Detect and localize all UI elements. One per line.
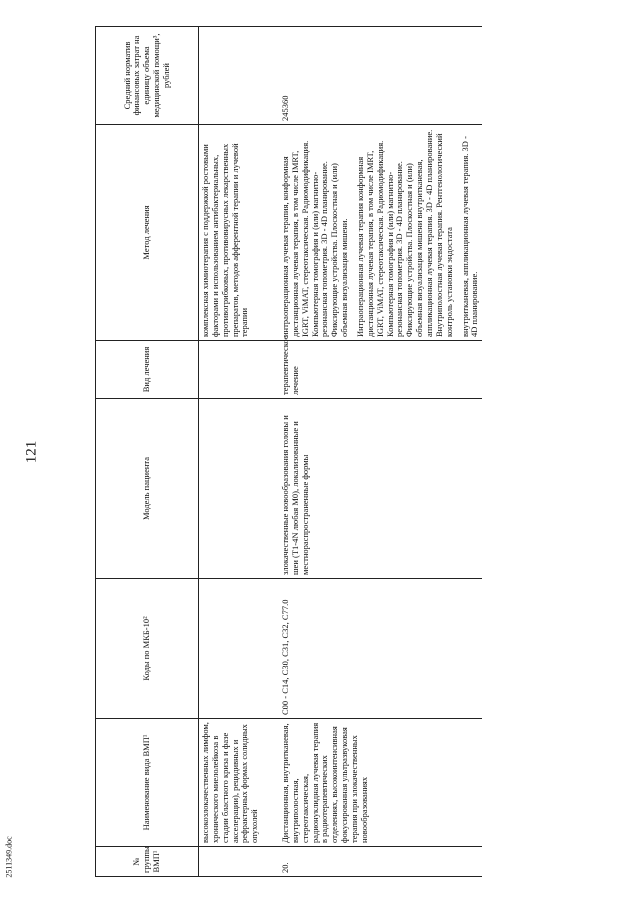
method-paragraph-2: Интраоперационная лучевая терапия конформная дистанционная лучевая терапия, в том числе IMRT, IGRT, ViMAT, стереотаксическая. Радиомодификация. Компьютерная томография и (или) магнитно-резонансная топометрия. 3D - 4D планирование. Фиксирующие устройства. Плоскостная и (или) объемная визуализация мишени внутритканевая, аппликационная лучевая терапия. 3D - 4D планирование. Внутриполостная лучевая терапия. Рентгенологический контроль установки эндостата <box>355 129 454 337</box>
cell-vmp-name: Дистанционная, внутритканевая, внутриполостная, стереотаксическая, радионуклидная лучевая терапия в радиотерапевтических отделениях, высокоинтенсивная фокусированная ультразвуковая терапия при злокачественных новообразованиях <box>277 719 482 847</box>
header-patient-model: Модель пациента <box>96 399 199 579</box>
document-code: 2511349.doc <box>4 836 14 878</box>
cell-vmp-name: высокозлокачественных лимфом, хронического миелолейкоза в стадии бластного криза и фазе акселерации), рецидивных и рефрактерных формах солидных опухолей <box>199 719 278 847</box>
cell-treatment <box>199 341 278 399</box>
cell-method <box>277 125 482 341</box>
table-row <box>199 27 278 877</box>
page-number: 121 <box>23 440 40 464</box>
method-paragraph-3: внутритканевая, аппликационная лучевая терапия. 3D - 4D планирование. <box>459 136 480 337</box>
header-group-number: № группы ВМП¹ <box>96 847 199 877</box>
cell-treatment: терапевтическое лечение <box>277 341 482 399</box>
cell-codes: С00 - С14, С30, С31, С32, С77.0 <box>277 579 482 719</box>
cell-cost <box>199 27 278 125</box>
table-header-row <box>96 27 199 877</box>
cell-codes <box>199 579 278 719</box>
cell-number <box>199 847 278 877</box>
method-paragraph-1: интраоперационная лучевая терапия, конформная дистанционная лучевая терапия, в том числе IMRT, IGRT, ViMAT, стереотаксическая. Радиомодификация. Компьютерная томография и (или) магнитно-резонансная топометрия. 3D - 4D планирование. Фиксирующие устройства. Плоскостная и (или) объемная визуализация мишени. <box>280 140 350 337</box>
header-treatment-method: Метод лечения <box>96 125 199 341</box>
rotated-table-sheet <box>95 27 545 877</box>
header-vmp-name: Наименование вида ВМП¹ <box>96 719 199 847</box>
cell-model <box>199 399 278 579</box>
cell-number: 20. <box>277 847 482 877</box>
cell-model: злокачественные новообразования головы и шеи (Т1-4N любая М0), локализованные и местнораспространенные формы <box>277 399 482 579</box>
cell-method: комплексная химиотерапия с поддержкой ростовыми факторами и использованием антибактериальных, противогрибковых, противовирусных лекарственных препаратов, методов афферентной терапии и лучевой терапии <box>199 125 278 341</box>
header-average-cost: Средний норматив финансовых затрат на единицу объема медицинской помощи³, рублей <box>96 27 199 125</box>
table-row <box>277 27 482 877</box>
header-icd-codes: Коды по МКБ-10² <box>96 579 199 719</box>
cell-cost: 245360 <box>277 27 482 125</box>
header-treatment-type: Вид лечения <box>96 341 199 399</box>
vmp-table <box>95 26 482 877</box>
